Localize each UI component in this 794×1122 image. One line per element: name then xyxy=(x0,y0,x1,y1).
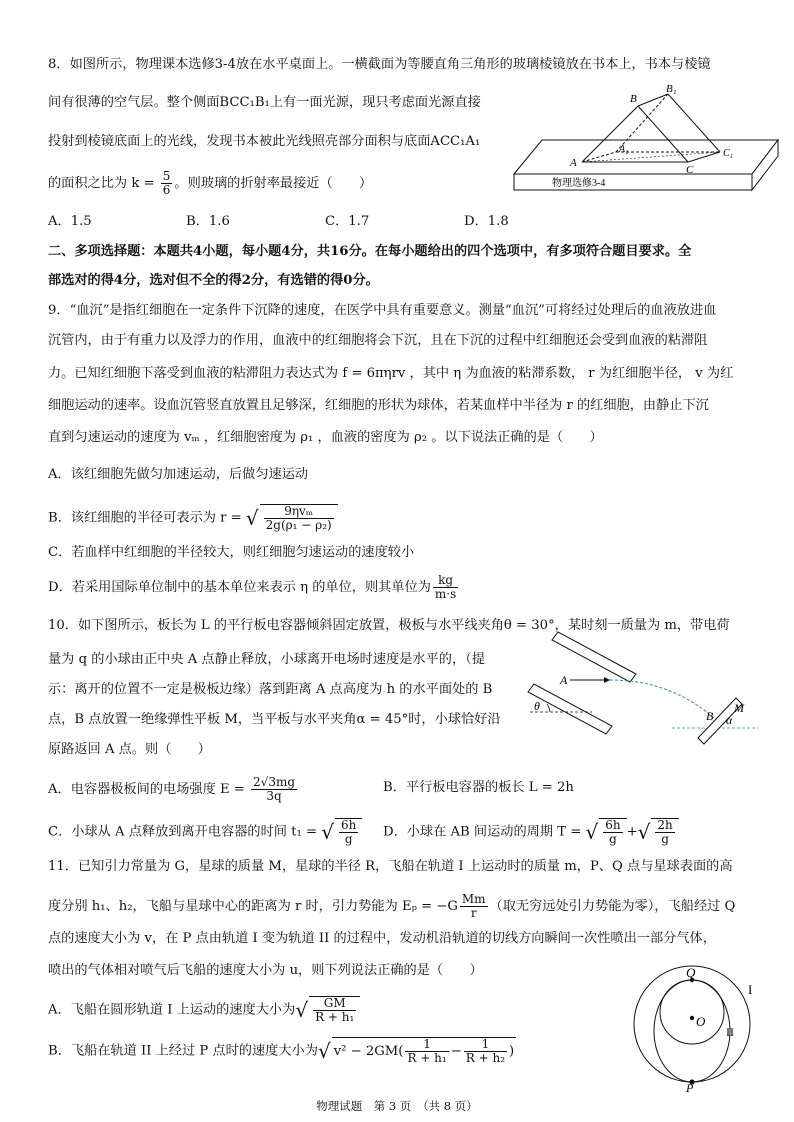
planet xyxy=(660,980,724,1044)
q10-option-c-text: C．小球从 A 点释放到离开电容器的时间 t₁ = xyxy=(48,824,322,840)
label-A: A xyxy=(570,157,577,169)
center-O-dot xyxy=(690,1016,694,1020)
q10-option-d-num-1: 6h xyxy=(605,818,621,832)
q11-orbit-figure xyxy=(630,962,770,1092)
q11-potential-fraction xyxy=(460,893,488,920)
q10-line-2: 量为 q 的小球由正中央 A 点静止释放，小球离开电场时速度是水平的，（提 xyxy=(48,652,485,667)
q10-option-a xyxy=(48,776,299,803)
orbit-II xyxy=(654,980,730,1082)
q9-option-b: B．该红细胞的半径可表示为 r = √ $\frac{\text{9ηvₘ}}{\text{2g(ρ₁ − ρ₂)}}$ xyxy=(48,504,338,532)
q8-line-1: 8．如图所示，物理课本选修3-4放在水平桌面上。一横截面为等腰直角三角形的玻璃棱镜放在书本上，书本与棱镜 xyxy=(48,57,711,72)
q11-option-a-num: GM xyxy=(313,997,356,1011)
q9-option-d-den: m·s xyxy=(434,587,457,601)
q10-option-d-fraction-1 xyxy=(603,819,622,846)
label-alpha: α xyxy=(726,713,733,727)
q10-option-c-fraction xyxy=(339,819,358,846)
q9-line-1: 9．“血沉”是指红细胞在一定条件下沉降的速度，在医学中具有重要意义。测量“血沉”可将经过处理后的血液放进血 xyxy=(48,303,717,318)
trajectory-curve xyxy=(610,680,716,720)
q8-line-4 xyxy=(48,170,372,197)
label-B: B xyxy=(630,93,637,105)
q8-ratio-fraction xyxy=(161,170,173,197)
q10-line-3: 示：离开的位置不一定是极板边缘）落到距离 A 点高度为 h 的水平面处的 B xyxy=(48,682,493,697)
label-orbit-I: I xyxy=(748,982,753,997)
q10-capacitor-figure xyxy=(522,628,760,748)
book-top-face xyxy=(514,140,778,174)
q10-option-a-num: 2√3mg xyxy=(253,775,296,789)
q9-option-a: A．该红细胞先做匀加速运动，后做匀速运动 xyxy=(48,467,309,482)
q10-line-5: 原路返回 A 点。则（ ） xyxy=(48,742,211,757)
velocity-arrowhead xyxy=(604,677,610,683)
q9-option-c: C．若血样中红细胞的半径较大，则红细胞匀速运动的速度较小 xyxy=(48,545,415,560)
q10-option-c: C．小球从 A 点释放到离开电容器的时间 t₁ = √ $\frac{6h}{g}$ xyxy=(48,818,362,846)
label-B1: B₁ xyxy=(666,83,677,95)
q11-option-a: A．飞船在圆形轨道 I 上运动的速度大小为√ $\frac{GM}{\text{R + h₁}}$ xyxy=(48,996,360,1024)
page-footer: 物理试题 第 3 页 （共 8 页） xyxy=(316,1099,478,1113)
q9-option-d xyxy=(48,574,460,601)
q8-option-d: D．1.8 xyxy=(464,214,509,229)
q8-option-b: B．1.6 xyxy=(186,214,230,229)
q10-option-a-fraction xyxy=(251,776,297,803)
q9-option-b-num: 9ηvₘ xyxy=(264,505,334,519)
q10-option-c-den: g xyxy=(344,832,353,846)
q11-potential-den: r xyxy=(470,906,477,920)
q10-option-d-text: D．小球在 AB 间运动的周期 T = xyxy=(383,824,586,840)
capacitor-lower-plate xyxy=(528,684,612,734)
theta-arc xyxy=(547,704,550,712)
q11-line-2 xyxy=(48,893,735,920)
q8-line-2: 间有很薄的空气层。整个侧面BCC₁B₁上有一面光源，现只考虑面光源直接 xyxy=(48,95,481,110)
q10-option-d-den-1: g xyxy=(609,832,617,846)
q9-option-d-text: D．若采用国际单位制中的基本单位来表示 η 的单位，则其单位为 xyxy=(48,580,431,595)
q10-option-d-den-2: g xyxy=(661,832,669,846)
label-P: P xyxy=(686,1081,694,1092)
q8-line-3: 投射到棱镜底面上的光线，发现书本被此光线照亮部分面积与底面ACC₁A₁ xyxy=(48,134,481,149)
q9-line-3: 力。已知红细胞下落受到血液的粘滞阻力表达式为 f = 6πηrv ，其中 η 为血液的粘滞系数， r 为红细胞半径， v 为红 xyxy=(48,366,734,381)
q11-option-a-den: R + h₁ xyxy=(315,1010,355,1024)
label-M: M xyxy=(734,701,744,715)
q10-line-1: 10．如下图所示，板长为 L 的平行板电容器倾斜固定放置，极板与水平线夹角θ = 30°，某时刻一质量为 m，带电荷 xyxy=(48,618,730,633)
q9-line-5: 直到匀速运动的速度为 vₘ ，红细胞密度为 ρ₁ ，血液的密度为 ρ₂ 。以下说法正确的是（ ） xyxy=(48,430,603,445)
q9-option-d-num: kg xyxy=(433,574,458,588)
prism-edge-BB1 xyxy=(638,94,668,106)
q11-option-b-den-1: R + h₁ xyxy=(407,1051,447,1065)
label-C: C xyxy=(686,164,694,176)
label-C1: C₁ xyxy=(723,148,734,159)
q8-prism-figure xyxy=(508,82,780,198)
q11-option-b-num-2: 1 xyxy=(464,1038,507,1052)
q11-option-b-expr: v² − 2GM( xyxy=(333,1044,404,1059)
label-A: A xyxy=(560,673,568,687)
q9-option-b-fraction xyxy=(264,505,334,532)
q11-line-2-tail: （取无穷远处引力势能为零），飞船经过 Q xyxy=(489,899,736,914)
book-front-face xyxy=(514,174,752,190)
q10-line-4: 点，B 点放置一绝缘弹性平板 M，当平板与水平夹角α = 45°时，小球恰好沿 xyxy=(48,712,501,727)
q11-option-b: B．飞船在轨道 II 上经过 P 点时的速度大小为√ v² − 2GM( $\frac{1}{\text{R + h₁}}$ − $\frac{1}{\text{R + h₂}}$ ) xyxy=(48,1037,515,1065)
q8-ratio-num: 5 xyxy=(162,169,171,183)
q11-line-3: 点的速度大小为 v，在 P 点由轨道 I 变为轨道 II 的过程中，发动机沿轨道的切线方向瞬间一次性喷出一部分气体， xyxy=(48,931,716,946)
q11-option-b-minus: − xyxy=(450,1044,462,1059)
label-theta: θ xyxy=(534,699,540,713)
orbit-I xyxy=(634,966,753,1082)
q10-option-a-den: 3q xyxy=(266,789,282,803)
q11-line-2-text: 度分别 h₁、h₂，飞船与星球中心的距离为 r 时，引力势能为 Eₚ = −G xyxy=(48,899,458,914)
q11-option-b-den-2: R + h₂ xyxy=(465,1051,506,1065)
q9-option-b-text: B．该红细胞的半径可表示为 r = xyxy=(48,510,246,526)
q8-ratio-text: 的面积之比为 k = xyxy=(48,176,159,191)
q10-option-d-plus: + xyxy=(626,824,638,840)
q10-option-b: B．平行板电容器的板长 L = 2h xyxy=(383,780,574,795)
q8-ratio-den: 6 xyxy=(162,183,171,197)
label-Q: Q xyxy=(686,965,696,980)
section2-heading-2: 部选对的得4分，选对但不全的得2分，有选错的得0分。 xyxy=(48,273,379,288)
q11-option-b-close: ) xyxy=(509,1044,515,1059)
q9-option-b-den: 2g(ρ₁ − ρ₂) xyxy=(265,518,332,532)
q11-option-b-text: B．飞船在轨道 II 上经过 P 点时的速度大小为 xyxy=(48,1043,318,1059)
q10-option-c-num: 6h xyxy=(340,818,357,832)
q11-option-a-fraction xyxy=(313,997,356,1024)
q10-option-d-num-2: 2h xyxy=(657,818,673,832)
label-O: O xyxy=(696,1014,706,1029)
q10-option-d-fraction-2 xyxy=(655,819,674,846)
q10-option-d: D．小球在 AB 间运动的周期 T = √ $\frac{6h}{g}$ +√ $\frac{2h}{g}$ xyxy=(383,818,679,846)
q8-question-tail: 。则玻璃的折射率最接近（ ） xyxy=(174,176,373,191)
q11-potential-num: Mm xyxy=(461,892,486,906)
section2-heading-1: 二、多项选择题：本题共4小题，每小题4分，共16分。在每小题给出的四个选项中，有多项符合题目要求。全 xyxy=(48,244,692,259)
book-label: 物理选修3-4 xyxy=(552,178,606,189)
label-orbit-II: II xyxy=(726,1025,734,1039)
q9-line-4: 细胞运动的速率。设血沉管竖直放置且足够深，红细胞的形状为球体，若某血样中半径为 r 的红细胞，由静止下沉 xyxy=(48,398,709,413)
q11-option-b-fraction-2 xyxy=(464,1038,507,1065)
q11-option-b-num-1: 1 xyxy=(405,1038,448,1052)
q11-line-1: 11．已知引力常量为 G，星球的质量 M，星球的半径 R，飞船在轨道 I 上运动时的质量 m，P、Q 点与星球表面的高 xyxy=(48,859,733,874)
label-A1: A₁ xyxy=(619,144,629,155)
q11-option-b-fraction-1 xyxy=(405,1038,448,1065)
q9-line-2: 沉管内，由于有重力以及浮力的作用，血液中的红细胞将会下沉，且在下沉的过程中红细胞还会受到血液的粘滞阻 xyxy=(48,333,708,348)
q10-option-a-text: A．电容器极板间的电场强度 E = xyxy=(48,782,250,797)
q8-option-a: A．1.5 xyxy=(48,214,92,229)
q8-option-c: C．1.7 xyxy=(325,214,370,229)
label-B: B xyxy=(706,709,714,723)
q11-option-a-text: A．飞船在圆形轨道 I 上运动的速度大小为 xyxy=(48,1002,296,1018)
q9-option-d-fraction xyxy=(433,574,458,601)
q11-line-4: 喷出的气体相对喷气后飞船的速度大小为 u，则下列说法正确的是（ ） xyxy=(48,963,483,978)
